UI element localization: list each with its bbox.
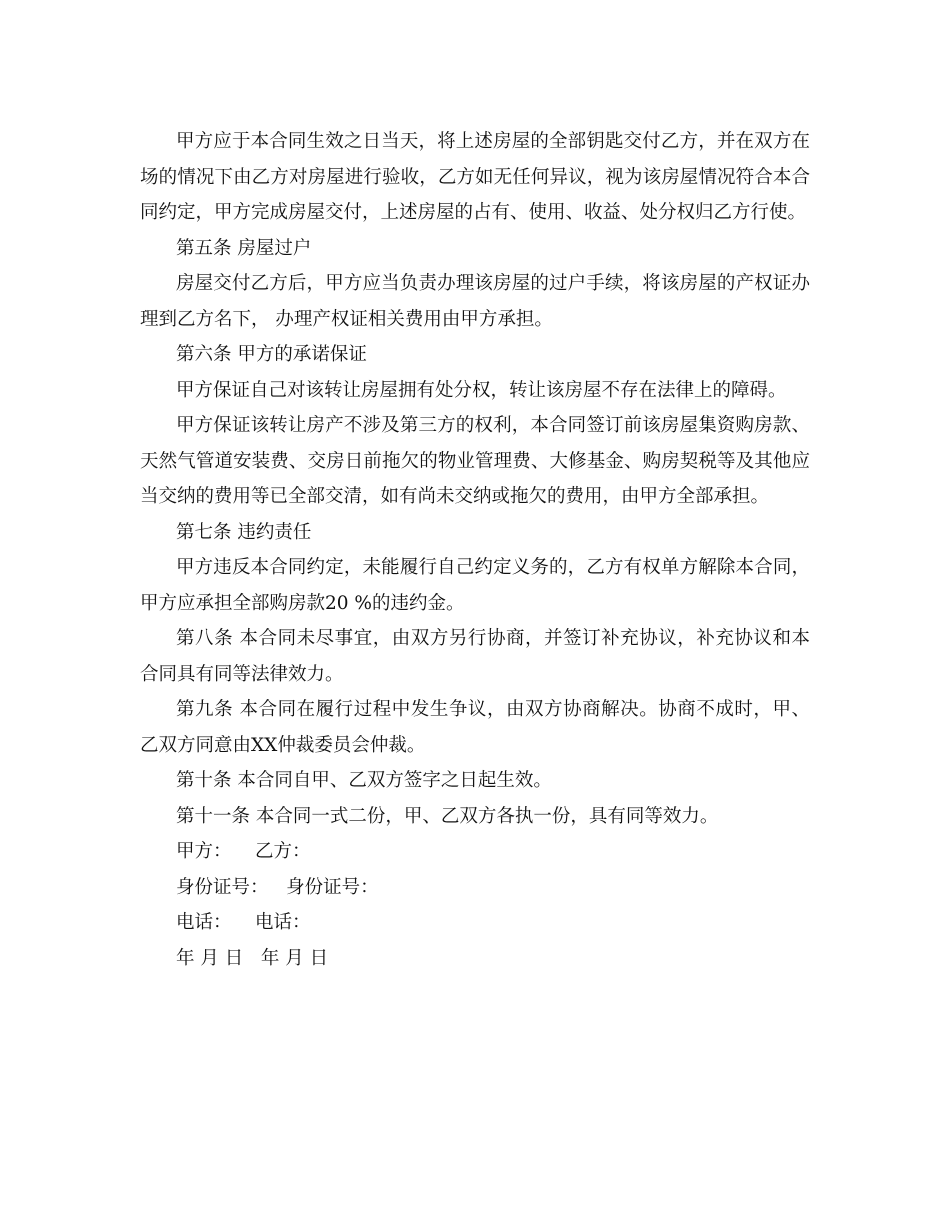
signature-date-line: 年 月 日 年 月 日 [176,947,329,969]
signature-parties-line: 甲方： 乙方： [176,841,311,862]
heading-article-5: 第五条 房屋过户 [176,237,312,259]
paragraph-key-handover: 甲方应于本合同生效之日当天，将上述房屋的全部钥匙交付乙方，并在双方在场的情况下由乙方对房屋进行验收，乙方如无任何异议，视为该房屋情况符合本合同约定，甲方完成房屋交付，上述房屋的占有、使用、收益、处分权归乙方行使。 [140,131,810,223]
paragraph-article-8: 第八条 本合同未尽事宜，由双方另行协商，并签订补充协议，补充协议和本合同具有同等法律效力。 [140,628,810,685]
signature-id-number-line: 身份证号： 身份证号： [176,876,379,898]
signature-phone-line: 电话： 电话： [176,912,311,933]
paragraph-title-transfer: 房屋交付乙方后，甲方应当负责办理该房屋的过户手续，将该房屋的产权证办理到乙方名下， 办理产权证相关费用由甲方承担。 [140,273,810,330]
paragraph-article-9: 第九条 本合同在履行过程中发生争议，由双方协商解决。协商不成时，甲、乙双方同意由XX仲裁委员会仲裁。 [140,699,810,756]
paragraph-disposal-right: 甲方保证自己对该转让房屋拥有处分权，转让该房屋不存在法律上的障碍。 [176,379,787,401]
paragraph-article-11: 第十一条 本合同一式二份，甲、乙双方各执一份，具有同等效力。 [176,805,719,827]
contract-body [140,124,810,976]
heading-article-6: 第六条 甲方的承诺保证 [176,344,367,365]
paragraph-article-10: 第十条 本合同自甲、乙双方签字之日起生效。 [176,770,552,791]
paragraph-third-party-rights: 甲方保证该转让房产不涉及第三方的权利，本合同签订前该房屋集资购房款、天然气管道安装费、交房日前拖欠的物业管理费、大修基金、购房契税等及其他应当交纳的费用等已全部交清，如有尚未交纳或拖欠的费用，由甲方全部承担。 [140,415,810,507]
paragraph-breach-penalty: 甲方违反本合同约定，未能履行自己约定义务的，乙方有权单方解除本合同，甲方应承担全部购房款20 %的违约金。 [140,557,810,614]
heading-article-7: 第七条 违约责任 [176,521,312,543]
